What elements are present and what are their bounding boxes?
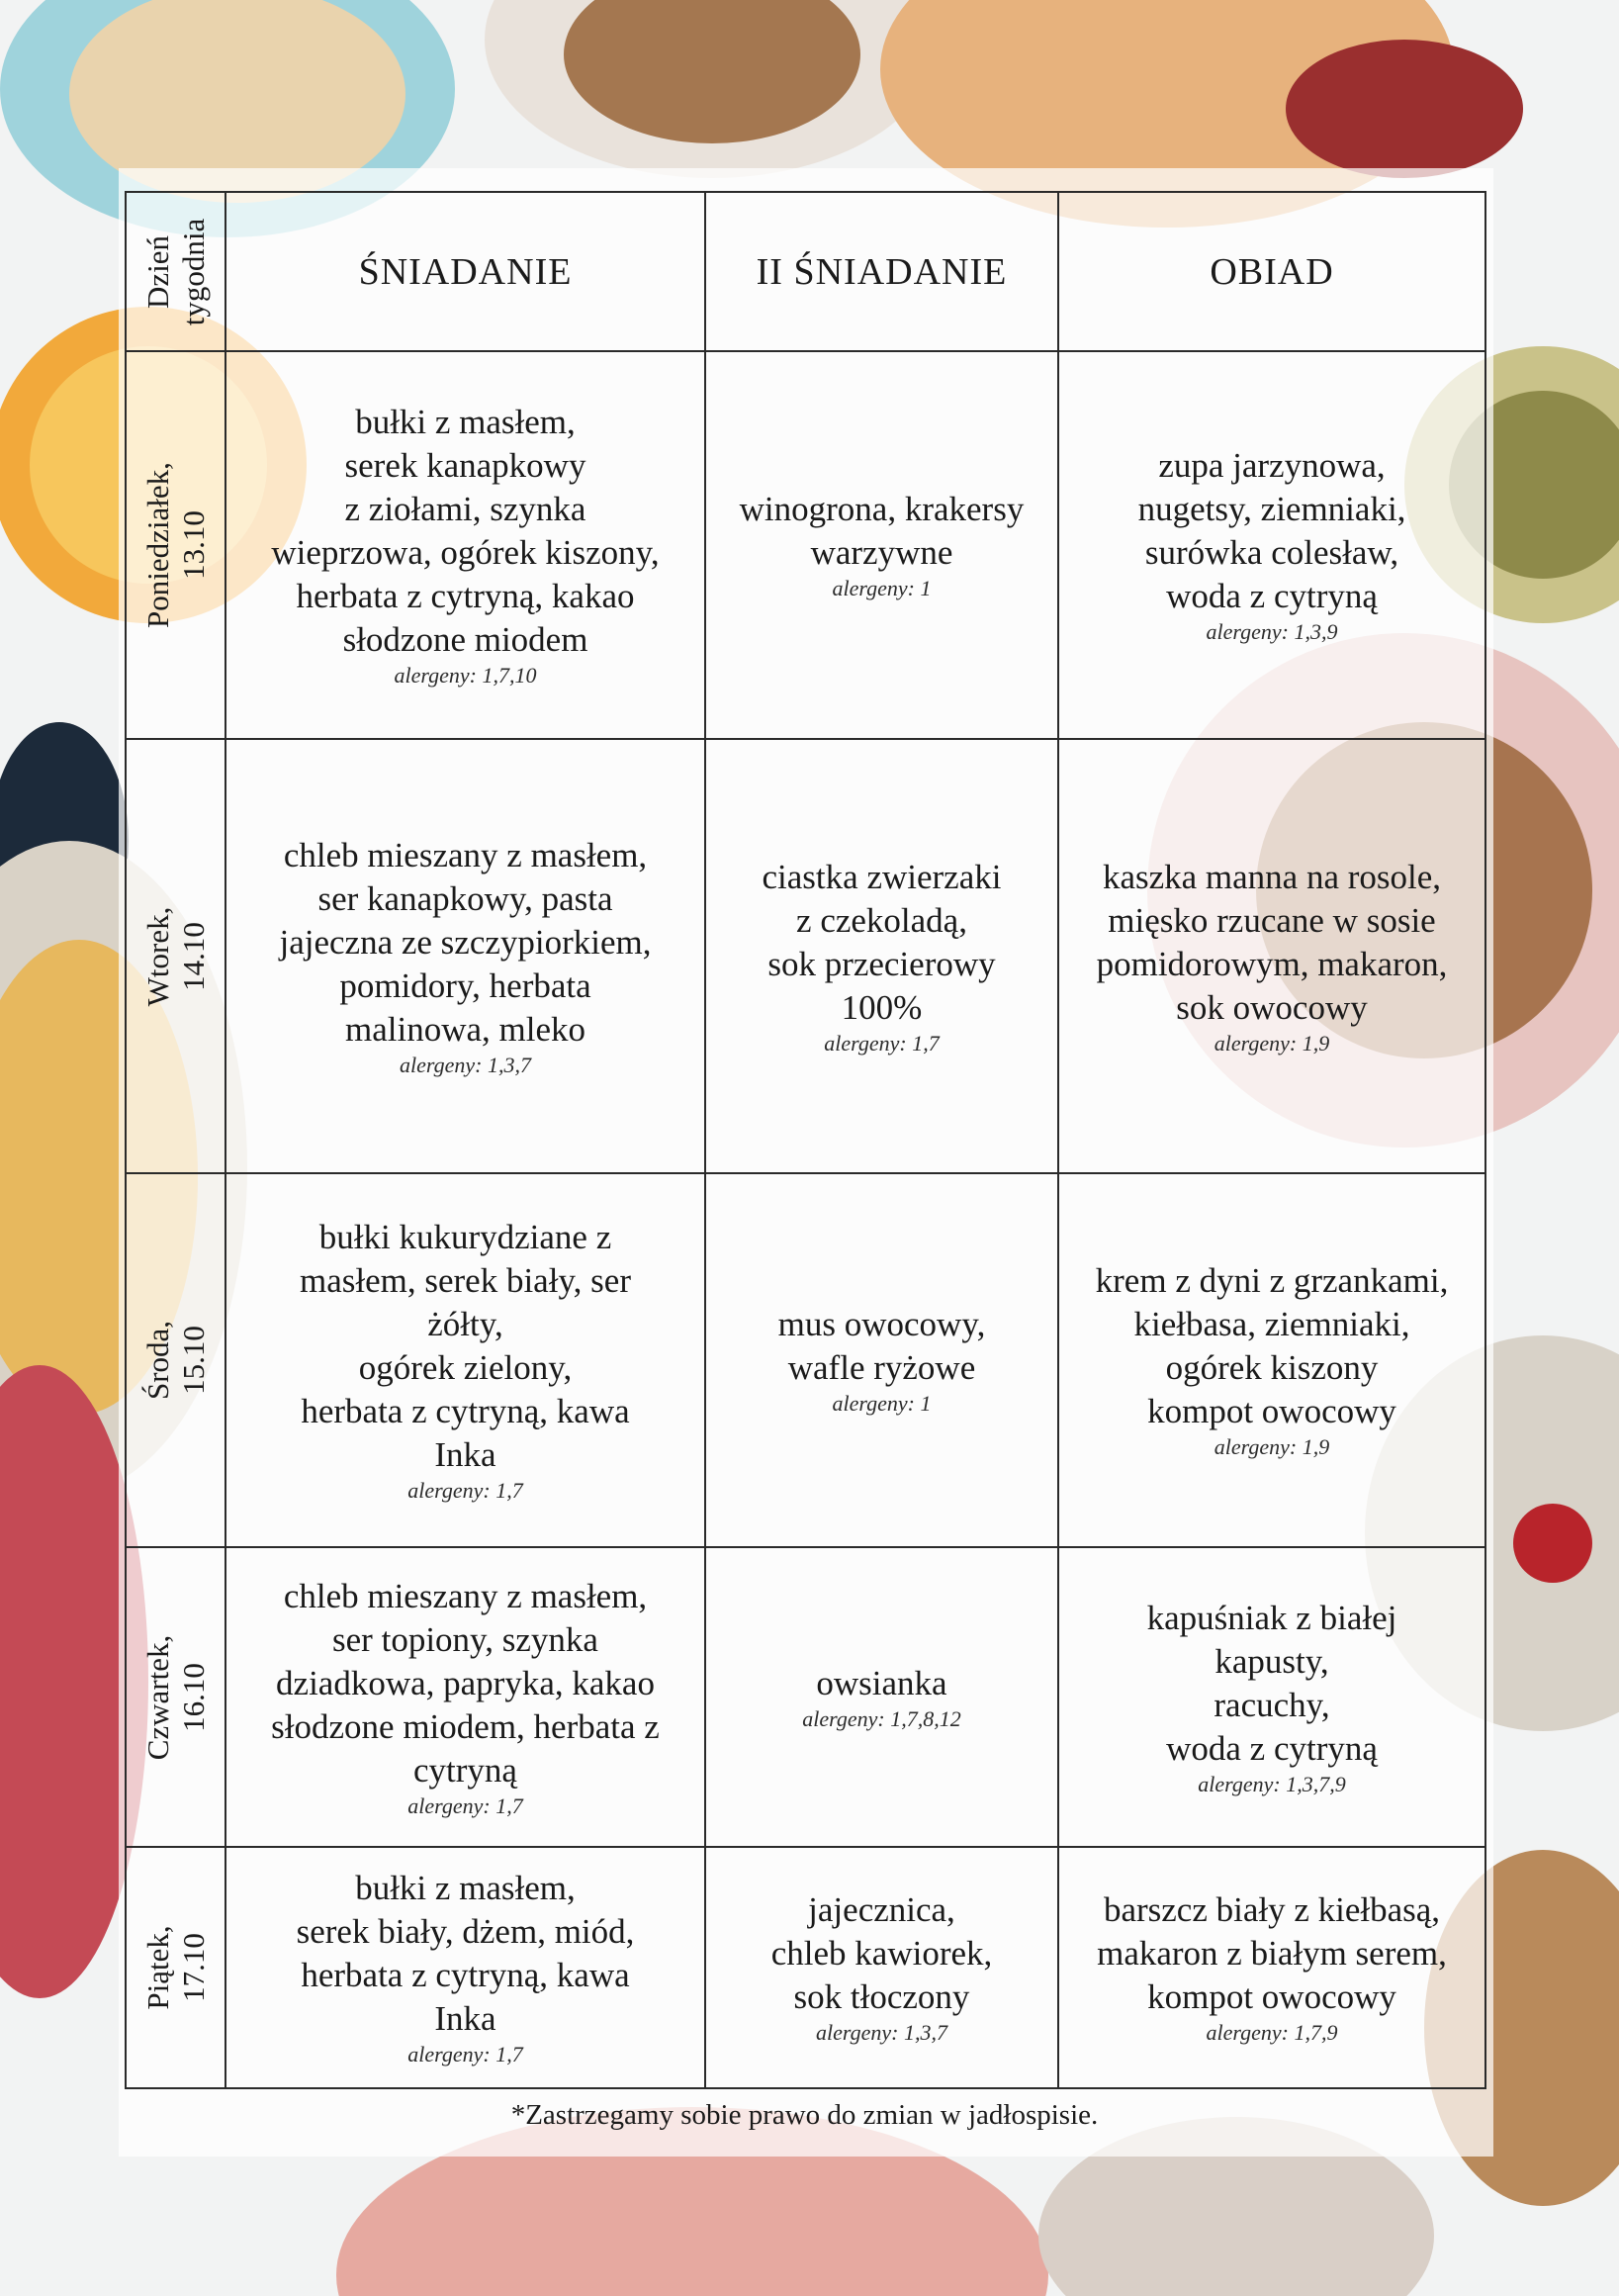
meal-text-line: z ziołami, szynka	[344, 490, 586, 528]
day-label-line: 16.10	[175, 1662, 211, 1732]
meal-text-line: z czekoladą,	[796, 900, 967, 940]
meal-text-line: żółty,	[427, 1305, 503, 1343]
lunch-cell	[1058, 1173, 1485, 1547]
meal-text-line: ogórek kiszony	[1165, 1348, 1379, 1387]
lunch-header: OBIAD	[1058, 192, 1485, 351]
day-label-line: Poniedziałek,	[139, 462, 175, 628]
meal-text-line: woda z cytryną	[1166, 1728, 1378, 1768]
meal-text-line: masłem, serek biały, ser	[300, 1261, 631, 1300]
meal-text-line: chleb mieszany z masłem,	[283, 1576, 648, 1615]
second-breakfast-cell	[705, 1847, 1058, 2088]
meal-text-line: bułki kukurydziane z	[318, 1218, 612, 1256]
second-breakfast-cell	[705, 1547, 1058, 1847]
day-header-line: Dzień	[139, 234, 175, 309]
meal-text-line: kapusty,	[1214, 1641, 1329, 1681]
meal-text-line: owsianka	[816, 1663, 947, 1702]
allergens-label: alergeny: 1,7,8,12	[802, 1705, 961, 1731]
allergens-label: alergeny: 1,9	[1214, 1030, 1330, 1056]
second-breakfast-cell	[705, 739, 1058, 1173]
allergens-label: alergeny: 1,7	[824, 1030, 940, 1056]
meal-text-line: barszcz biały z kiełbasą,	[1103, 1890, 1441, 1929]
meal-text-line: surówka colesław,	[1144, 533, 1399, 572]
meal-text-line: cytryną	[413, 1750, 517, 1790]
allergens-label: alergeny: 1,7,9	[1206, 2020, 1338, 2045]
meal-text-line: mus owocowy,	[777, 1305, 986, 1343]
day-label-line: Czwartek,	[139, 1634, 175, 1760]
day-label-line: 15.10	[175, 1326, 211, 1395]
day-cell	[126, 351, 225, 739]
breakfast-cell	[225, 1547, 705, 1847]
allergens-label: alergeny: 1,7	[407, 1792, 523, 1818]
meal-text-line: herbata z cytryną, kawa	[301, 1956, 630, 1994]
table-row	[126, 1547, 1485, 1847]
meal-text-line: kaszka manna na rosole,	[1102, 857, 1442, 896]
meal-text-line: 100%	[841, 987, 923, 1027]
allergens-label: alergeny: 1	[832, 1391, 932, 1416]
day-cell	[126, 1173, 225, 1547]
day-cell	[126, 1547, 225, 1847]
meal-text-line: chleb kawiorek,	[770, 1934, 993, 1973]
meal-text-line: racuchy,	[1214, 1685, 1330, 1724]
meal-text-line: serek kanapkowy	[344, 446, 586, 485]
menu-table	[125, 191, 1486, 2089]
meal-text-line: krem z dyni z grzankami,	[1095, 1261, 1449, 1300]
meal-text-line: jajecznica,	[808, 1890, 955, 1929]
meal-text-line: kompot owocowy	[1147, 1392, 1396, 1430]
table-row	[126, 1847, 1485, 2088]
day-label-line: 14.10	[175, 921, 211, 991]
meal-text-line: zupa jarzynowa,	[1158, 446, 1386, 485]
allergens-label: alergeny: 1,7,10	[394, 663, 537, 688]
meal-text-line: serek biały, dżem, miód,	[296, 1912, 635, 1951]
meal-text-line: winogrona, krakersy	[739, 490, 1025, 528]
meal-text-line: herbata z cytryną, kawa	[301, 1392, 630, 1430]
meal-text-line: sok tłoczony	[793, 1977, 970, 2016]
allergens-label: alergeny: 1,7	[407, 1478, 523, 1503]
allergens-label: alergeny: 1	[832, 576, 932, 600]
meal-text-line: malinowa, mleko	[344, 1009, 585, 1049]
allergens-label: alergeny: 1,9	[1214, 1434, 1330, 1459]
meal-text-line: bułki z masłem,	[355, 403, 576, 441]
allergens-label: alergeny: 1,3,7	[816, 2020, 947, 2045]
second-breakfast-cell	[705, 1173, 1058, 1547]
day-label-line: Wtorek,	[139, 906, 175, 1006]
meal-text-line: mięsko rzucane w sosie	[1108, 900, 1436, 940]
meal-text-line: warzywne	[810, 533, 953, 572]
meal-text-line: pomidorowym, makaron,	[1096, 944, 1448, 983]
meal-text-line: słodzone miodem	[342, 620, 588, 659]
meal-text-line: wafle ryżowe	[787, 1348, 976, 1387]
day-label-line: 13.10	[175, 510, 211, 580]
meal-text-line: ciastka zwierzaki	[762, 857, 1002, 896]
meal-text-line: herbata z cytryną, kakao	[296, 577, 635, 615]
meal-text-line: słodzone miodem, herbata z	[271, 1706, 660, 1746]
meal-text-line: woda z cytryną	[1166, 577, 1378, 615]
meal-text-line: nugetsy, ziemniaki,	[1137, 490, 1406, 528]
meal-text-line: ser kanapkowy, pasta	[317, 878, 613, 918]
meal-text-line: ser topiony, szynka	[332, 1619, 598, 1659]
lunch-cell	[1058, 1847, 1485, 2088]
meal-text-line: pomidory, herbata	[339, 965, 591, 1005]
day-label-line: 17.10	[175, 1933, 211, 2002]
allergens-label: alergeny: 1,3,7	[400, 1052, 531, 1077]
allergens-label: alergeny: 1,3,7,9	[1198, 1771, 1346, 1796]
meal-text-line: ogórek zielony,	[358, 1348, 573, 1387]
day-label-line: Środa,	[139, 1320, 175, 1401]
breakfast-header: ŚNIADANIE	[225, 192, 705, 351]
table-row	[126, 739, 1485, 1173]
allergens-label: alergeny: 1,7	[407, 2042, 523, 2066]
allergens-label: alergeny: 1,3,9	[1206, 619, 1338, 644]
meal-text-line: Inka	[434, 1435, 496, 1474]
second-breakfast-header: II ŚNIADANIE	[705, 192, 1058, 351]
day-label-line: Piątek,	[139, 1925, 175, 2010]
lunch-cell	[1058, 739, 1485, 1173]
footer-note: *Zastrzegamy sobie prawo do zmian w jadłospisie.	[510, 2099, 1099, 2131]
table-row	[126, 351, 1485, 739]
meal-text-line: kiełbasa, ziemniaki,	[1133, 1305, 1410, 1343]
day-cell	[126, 1847, 225, 2088]
day-header-line: tygodnia	[175, 218, 211, 325]
lunch-cell	[1058, 1547, 1485, 1847]
day-column-header	[126, 192, 225, 351]
breakfast-cell	[225, 351, 705, 739]
header-row	[126, 192, 1485, 351]
meal-text-line: sok przecierowy	[767, 944, 996, 983]
meal-text-line: dziadkowa, papryka, kakao	[276, 1663, 655, 1702]
day-cell	[126, 739, 225, 1173]
lunch-cell	[1058, 351, 1485, 739]
breakfast-cell	[225, 1173, 705, 1547]
meal-text-line: sok owocowy	[1176, 987, 1368, 1027]
second-breakfast-cell	[705, 351, 1058, 739]
meal-text-line: bułki z masłem,	[355, 1869, 576, 1907]
meal-text-line: chleb mieszany z masłem,	[283, 835, 648, 874]
meal-text-line: jajeczna ze szczypiorkiem,	[279, 922, 652, 962]
meal-text-line: makaron z białym serem,	[1097, 1934, 1447, 1973]
meal-text-line: kompot owocowy	[1147, 1977, 1396, 2016]
breakfast-cell	[225, 1847, 705, 2088]
breakfast-cell	[225, 739, 705, 1173]
meal-text-line: kapuśniak z białej	[1146, 1598, 1397, 1637]
table-row	[126, 1173, 1485, 1547]
meal-text-line: Inka	[434, 1999, 496, 2038]
meal-text-line: wieprzowa, ogórek kiszony,	[271, 533, 660, 572]
